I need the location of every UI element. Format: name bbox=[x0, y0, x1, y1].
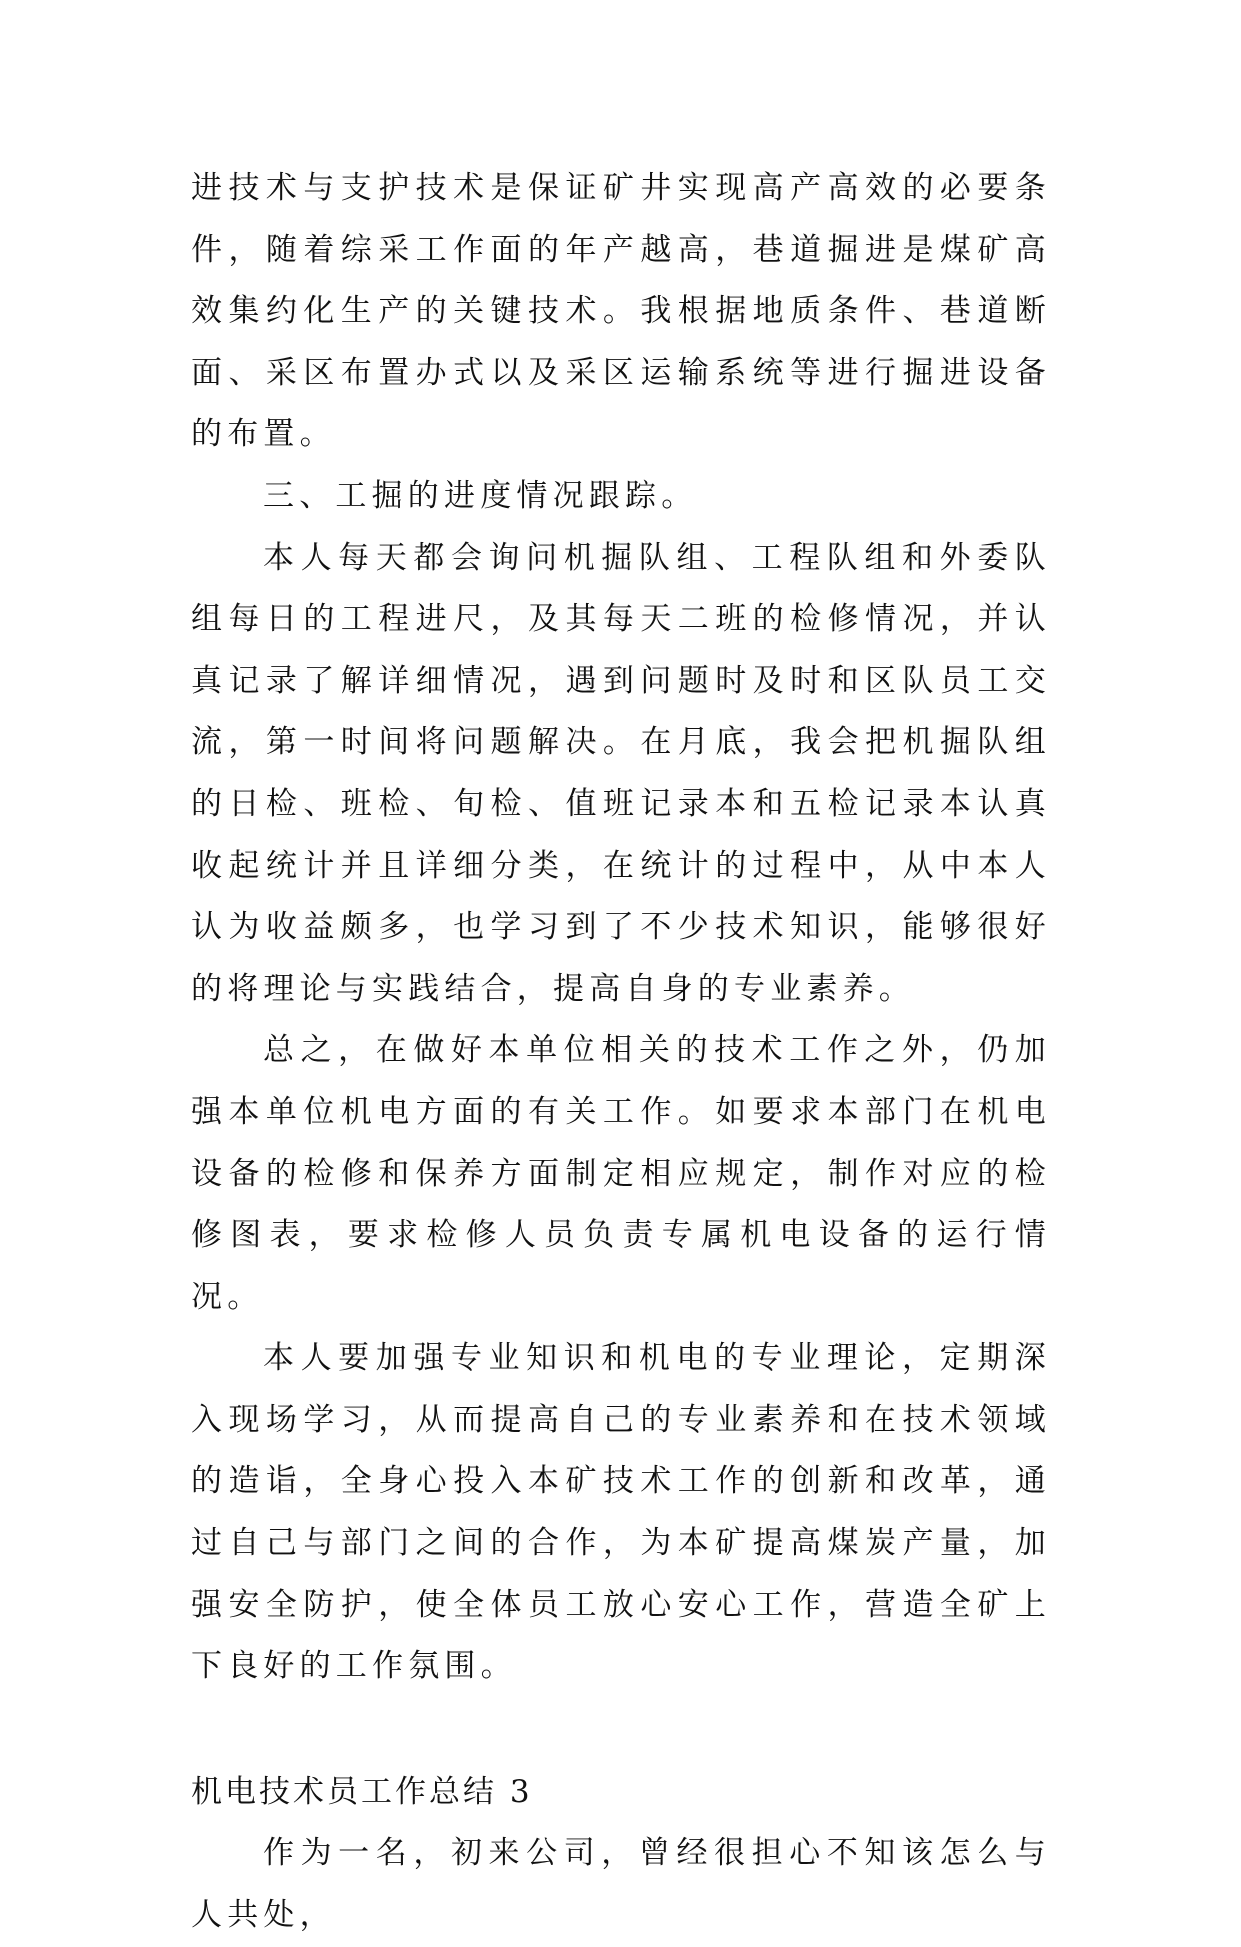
section-gap bbox=[191, 1698, 1051, 1762]
final-paragraph: 作为一名，初来公司，曾经很担心不知该怎么与人共处， bbox=[191, 1835, 1051, 1934]
paragraph-2-subheading: 三、工掘的进度情况跟踪。 bbox=[263, 477, 698, 514]
paragraph-1: 进技术与支护技术是保证矿井实现高产高效的必要条件，随着综采工作面的年产越高，巷道掘进是煤矿高效集约化生产的关键技术。我根据地质条件、巷道断面、采区布置办式以及采区运输系统等进行掘进设备的布置。 bbox=[191, 170, 1051, 453]
paragraph-4: 总之，在做好本单位相关的技术工作之外，仍加强本单位机电方面的有关工作。如要求本部门在机电设备的检修和保养方面制定相应规定，制作对应的检修图表，要求检修人员负责专属机电设备的运行情况。 bbox=[191, 1032, 1051, 1315]
paragraph-3: 本人每天都会询问机掘队组、工程队组和外委队组每日的工程进尺，及其每天二班的检修情况，并认真记录了解详细情况，遇到问题时及时和区队员工交流，第一时间将问题解决。在月底，我会把机掘队组的日检、班检、旬检、值班记录本和五检记录本认真收起统计并且详细分类，在统计的过程中，从中本人认为收益颇多，也学习到了不少技术知识，能够很好的将理论与实践结合，提高自身的专业素养。 bbox=[191, 539, 1051, 1007]
section-heading: 机电技术员工作总结 3 bbox=[191, 1773, 533, 1810]
paragraph-5: 本人要加强专业知识和机电的专业理论，定期深入现场学习，从而提高自己的专业素养和在技术领域的造诣，全身心投入本矿技术工作的创新和改革，通过自己与部门之间的合作，为本矿提高煤炭产量，加强安全防护，使全体员工放心安心工作，营造全矿上下良好的工作氛围。 bbox=[191, 1340, 1051, 1685]
document-page bbox=[191, 158, 1051, 1947]
